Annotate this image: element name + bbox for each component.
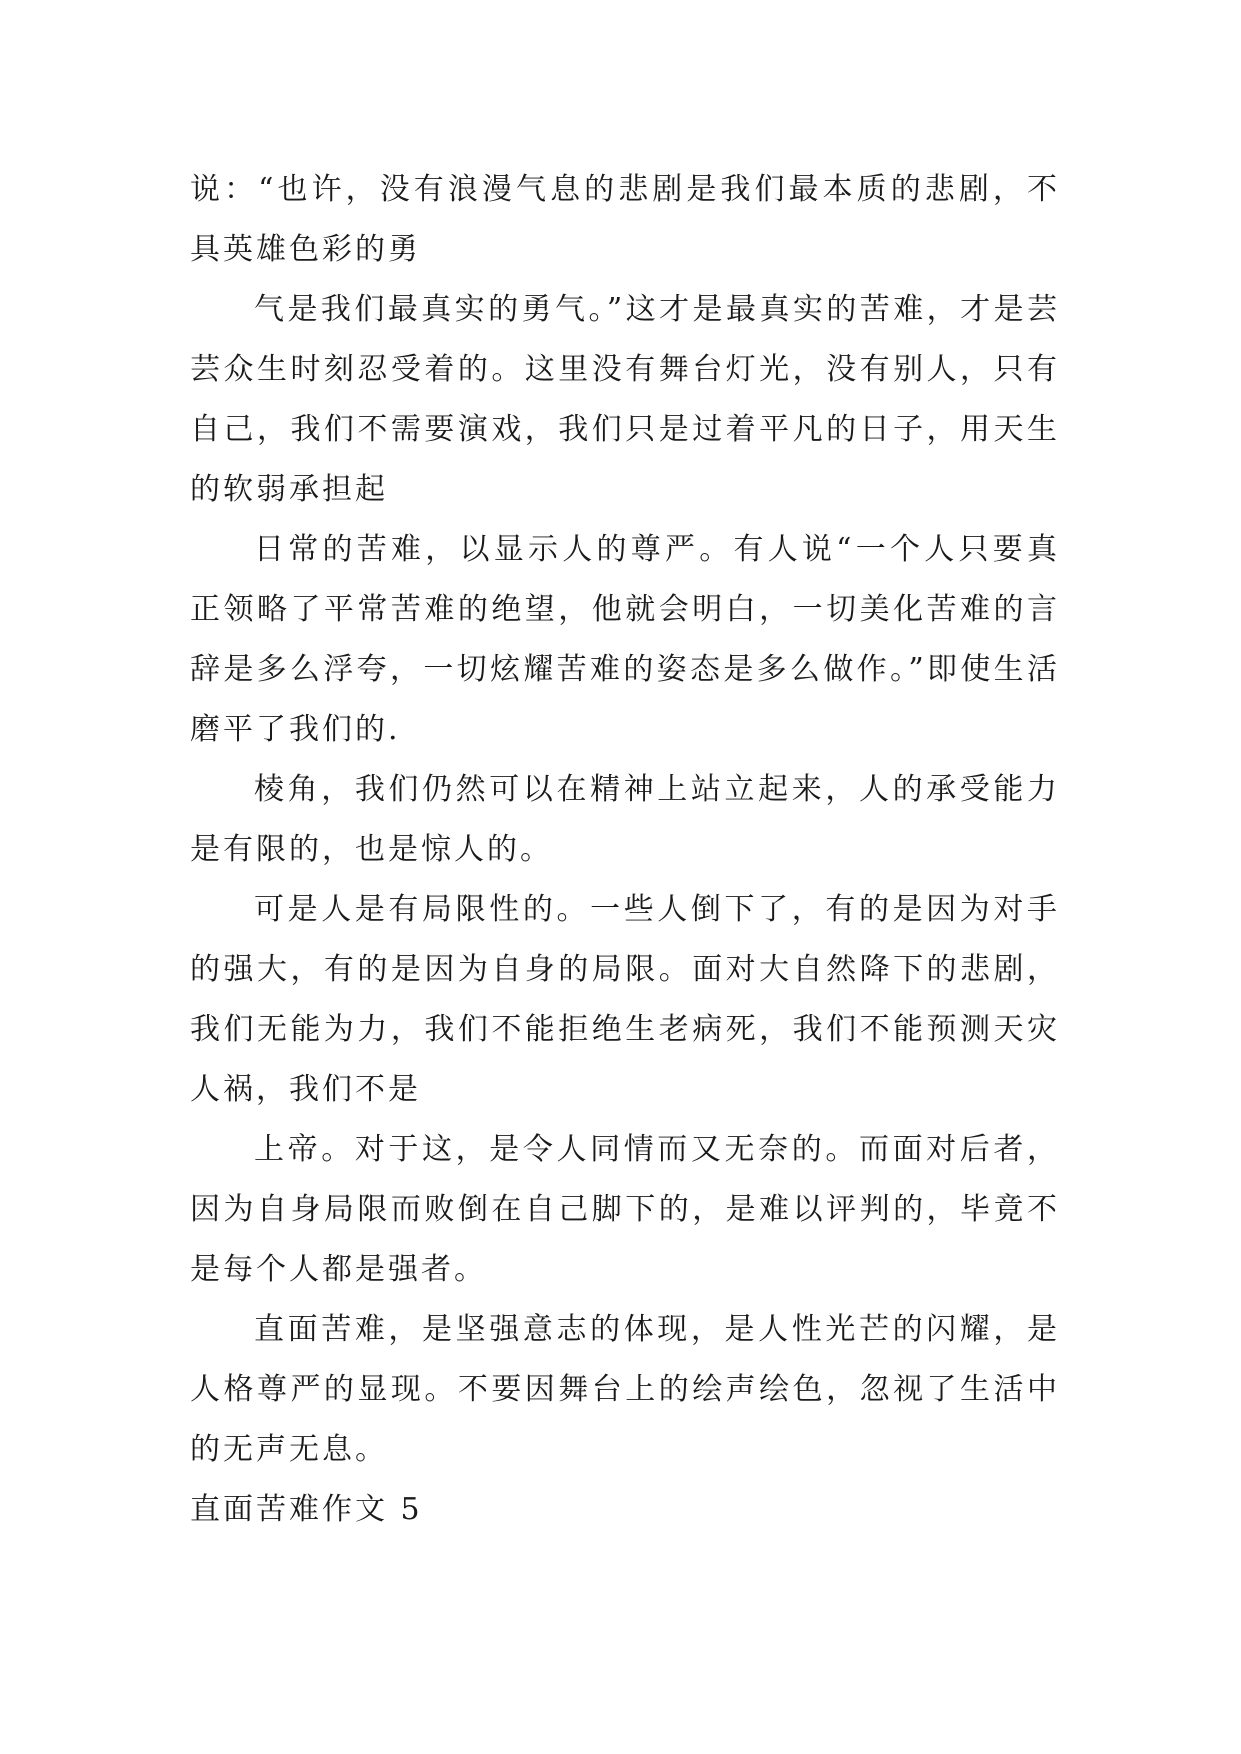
paragraph: 直面苦难，是坚强意志的体现，是人性光芒的闪耀，是人格尊严的显现。不要因舞台上的绘声绘色，忽视了生活中的无声无息。: [190, 1312, 1060, 1467]
paragraph: 棱角，我们仍然可以在精神上站立起来，人的承受能力是有限的，也是惊人的。: [190, 772, 1060, 867]
essay-body: [190, 160, 1060, 1480]
paragraph: 日常的苦难，以显示人的尊严。有人说“一个人只要真正领略了平常苦难的绝望，他就会明白，一切美化苦难的言辞是多么浮夸，一切炫耀苦难的姿态是多么做作。”即使生活磨平了我们的.: [190, 532, 1060, 747]
paragraph: 上帝。对于这，是令人同情而又无奈的。而面对后者，因为自身局限而败倒在自己脚下的，是难以评判的，毕竟不是每个人都是强者。: [190, 1132, 1060, 1287]
paragraph: 说：“也许，没有浪漫气息的悲剧是我们最本质的悲剧，不具英雄色彩的勇: [190, 172, 1060, 267]
paragraph: 可是人是有局限性的。一些人倒下了，有的是因为对手的强大，有的是因为自身的局限。面对大自然降下的悲剧，我们无能为力，我们不能拒绝生老病死，我们不能预测天灾人祸，我们不是: [190, 892, 1060, 1107]
paragraph: 气是我们最真实的勇气。”这才是最真实的苦难，才是芸芸众生时刻忍受着的。这里没有舞台灯光，没有别人，只有自己，我们不需要演戏，我们只是过着平凡的日子，用天生的软弱承担起: [190, 292, 1060, 507]
section-heading: 直面苦难作文 5: [190, 1492, 423, 1527]
